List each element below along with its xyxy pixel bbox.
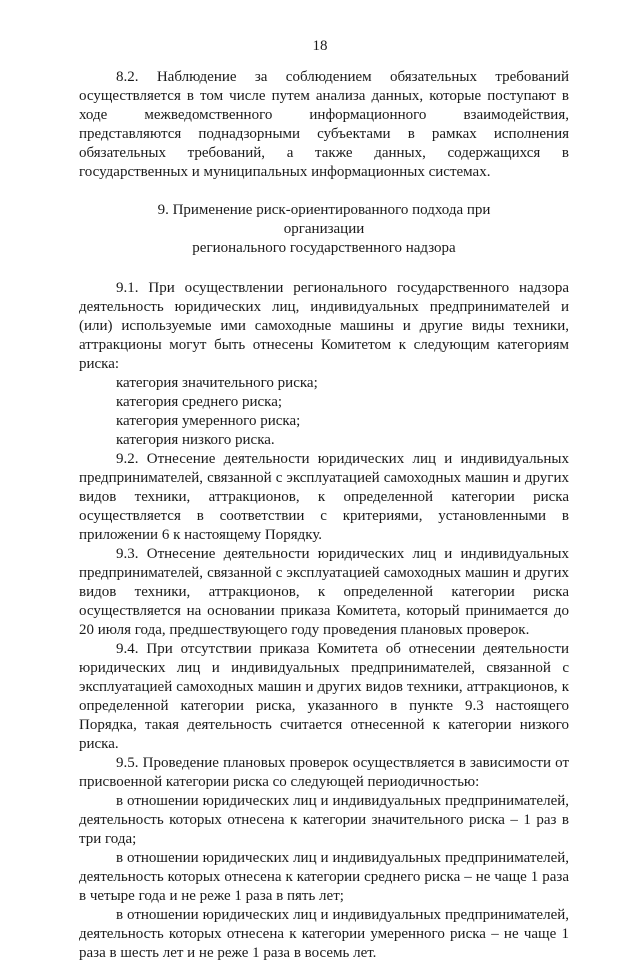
risk-category-item: категория среднего риска; [116, 394, 283, 410]
paragraph-8-2: 8.2. Наблюдение за соблюдением обязательных требований осуществляется в том числе путем анализа данных, которые поступают в ходе межведомственного информационного взаимодействия, представляются поднадзорными субъектами в рамках исполнения обязательных требований, а также данных, содержащихся в государственных и муниципальных информационных системах. [79, 69, 569, 180]
risk-category-item: категория значительного риска; [116, 375, 318, 391]
section-9-heading [79, 201, 569, 258]
risk-category-item: категория низкого риска. [116, 432, 275, 448]
periodicity-item: в отношении юридических лиц и индивидуальных предпринимателей, деятельность которых отнесена к категории среднего риска – не чаще 1 раза в четыре года и не реже 1 раза в пять лет; [79, 850, 569, 904]
page-number: 18 [312, 38, 328, 54]
document-body [79, 68, 569, 963]
paragraph-9-3: 9.3. Отнесение деятельности юридических лиц и индивидуальных предпринимателей, связанной с эксплуатацией самоходных машин и других видов техники, аттракционов, к определенной категории риска осуществляется на основании приказа Комитета, который принимается до 20 июля года, предшествующего году проведения плановых проверок. [79, 546, 569, 638]
paragraph-9-2: 9.2. Отнесение деятельности юридических лиц и индивидуальных предпринимателей, связанной с эксплуатацией самоходных машин и других видов техники, аттракционов, к определенной категории риска осуществляется в соответствии с критериями, установленными в приложении 6 к настоящему Порядку. [79, 451, 569, 543]
risk-category-item: категория умеренного риска; [116, 413, 301, 429]
paragraph-9-4: 9.4. При отсутствии приказа Комитета об отнесении деятельности юридических лиц и индивидуальных предпринимателей, связанной с эксплуатацией самоходных машин и других видов техники, аттракционов, к определенной категории риска, указанного в пункте 9.3 настоящего Порядка, такая деятельность считается отнесенной к категории низкого риска. [79, 641, 569, 752]
periodicity-item: в отношении юридических лиц и индивидуальных предпринимателей, деятельность которых отнесена к категории умеренного риска – не чаще 1 раза в шесть лет и не реже 1 раза в восемь лет. [79, 907, 569, 961]
section-9-heading-line-2: регионального государственного надзора [192, 240, 456, 256]
periodicity-item: в отношении юридических лиц и индивидуальных предпринимателей, деятельность которых отнесена к категории значительного риска – 1 раз в три года; [79, 793, 569, 847]
paragraph-9-5: 9.5. Проведение плановых проверок осуществляется в зависимости от присвоенной категории риска со следующей периодичностью: [79, 755, 569, 790]
paragraph-9-1: 9.1. При осуществлении регионального государственного надзора деятельность юридических лиц, индивидуальных предпринимателей и (или) используемые ими самоходные машины и другие виды техники, аттракционы могут быть отнесены Комитетом к следующим категориям риска: [79, 280, 569, 372]
section-9-heading-line-1: 9. Применение риск-ориентированного подхода при организации [157, 202, 491, 237]
